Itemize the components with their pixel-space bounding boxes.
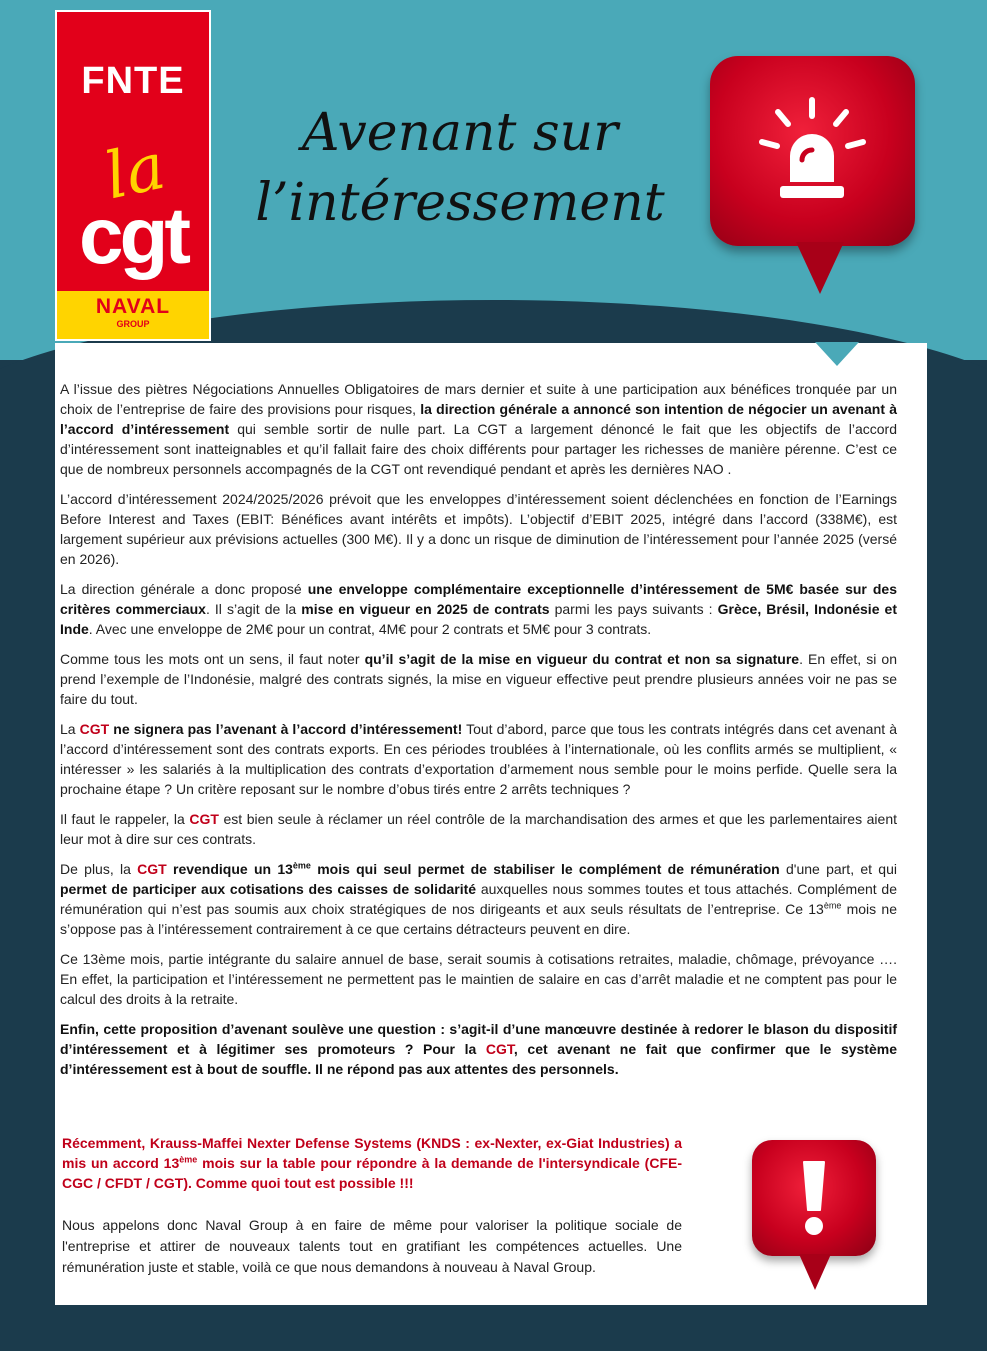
closing-paragraph: Nous appelons donc Naval Group à en faire de même pour valoriser la politique sociale de l'entreprise et attirer de nouveaux talents tout en gratifiant les compétences actuelles. Une rémunération juste et stable, voilà ce que nous demandons à nouveau à Naval Group. bbox=[62, 1217, 682, 1275]
paragraph-8: Ce 13ème mois, partie intégrante du salaire annuel de base, serait soumis à cotisations retraites, maladie, chômage, prévoyance …. En effet, la participation et l’intéressement ne permettent pas le maintien de salaire en cas d’arrêt maladie et ne comptent pas pour le calcul des droits à la retraite. bbox=[60, 951, 897, 1007]
bottom-section bbox=[62, 1133, 682, 1278]
article-content bbox=[60, 379, 897, 1089]
paragraph-6: Il faut le rappeler, la CGT est bien seule à réclamer un réel contrôle de la marchandisation des armes et que les parlementaires aient leur mot à dire sur ces contrats. bbox=[60, 811, 897, 847]
exclamation-icon bbox=[752, 1140, 876, 1256]
siren-glyph bbox=[750, 94, 875, 209]
logo-la: la bbox=[98, 129, 172, 215]
title-line-2: l’intéressement bbox=[255, 173, 665, 233]
logo-cgt: cgt bbox=[79, 191, 187, 280]
document-body bbox=[55, 343, 927, 1305]
title-line-1: Avenant sur bbox=[301, 103, 619, 163]
logo-fnte: FNTE bbox=[81, 60, 185, 102]
alarm-siren-icon bbox=[710, 56, 915, 246]
paragraph-9: Enfin, cette proposition d’avenant soulève une question : s’agit-il d’une manœuvre destinée à redorer le blason du dispositif d’intéressement et à légitimer ses promoteurs ? Pour la CGT, cet avenant ne fait que confirmer que le système d’intéressement est à bout de souffle. Il ne répond pas aux attentes des personnels. bbox=[60, 1021, 897, 1077]
knds-callout: Récemment, Krauss-Maffei Nexter Defense Systems (KNDS : ex-Nexter, ex-Giat Industries) a mis un accord 13ème mois sur la table pour répondre à la demande de l'intersyndicale (CFE-CGC / CFDT / CGT). Comme quoi tout est possible !!! bbox=[62, 1135, 682, 1191]
paragraph-5: La CGT ne signera pas l’avenant à l’accord d’intéressement! Tout d’abord, parce que tous les contrats intégrés dans cet avenant à l’accord d’intéressement sont des contrats exports. En ces périodes troublées à l’internationale, où les conflits armés se multiplient, « intéresser » les salariés à la multiplication des contrats d’exportation d’armement nous semble pour le moins perfide. Quelle sera la prochaine étape ? Un critère reposant sur le nombre d’obus tirés entre 2 arrêts techniques ? bbox=[60, 721, 897, 797]
exclamation-glyph bbox=[796, 1158, 832, 1238]
paragraph-4: Comme tous les mots ont un sens, il faut noter qu’il s’agit de la mise en vigueur du contrat et non sa signature. En effet, si on prend l’exemple de l’Indonésie, malgré des contrats signés, la mise en vigueur effective peut prendre plusieurs années voir ne pas se faire du tout. bbox=[60, 651, 897, 707]
page-title bbox=[230, 98, 690, 238]
cgt-naval-logo bbox=[55, 10, 211, 341]
paragraph-7: De plus, la CGT revendique un 13ème mois qui seul permet de stabiliser le complément de rémunération d'une part, et qui permet de participer aux cotisations des caisses de solidarité auxquelles nous sommes toutes et tous attachés. Complément de rémunération qui n’est pas soumis aux choix stratégiques de nos dirigeants et aux seuls résultats de l’entreprise. Ce 13ème mois ne s’oppose pas à l’intéressement contrairement à ce que certains détracteurs peuvent en dire. bbox=[60, 860, 897, 937]
paragraph-1: A l’issue des piètres Négociations Annuelles Obligatoires de mars dernier et suite à une participation aux bénéfices tronquée par un choix de l’entreprise de faire des provisions pour risques, la direction générale a annoncé son intention de négocier un avenant à l’accord d’intéressement qui semble sortir de nulle part. La CGT a largement dénoncé le fait que les objectifs de l’accord d’intéressement sont inatteignables et qu’il fallait faire des choix différents pour partager les richesses de manière pérenne. C’est ce que de nombreux personnels accompagnés de la CGT ont revendiqué pendant et après les dernières NAO . bbox=[60, 381, 898, 477]
logo-naval-group bbox=[57, 291, 209, 339]
logo-naval: NAVAL bbox=[95, 295, 171, 318]
logo-group: GROUP bbox=[116, 319, 150, 329]
paragraph-2: L’accord d’intéressement 2024/2025/2026 prévoit que les enveloppes d’intéressement soient déclenchées en fonction de l’Earnings Before Interest and Taxes (EBIT: Bénéfices avant intérêts et impôts). L’objectif d’EBIT 2025, intégré dans l’accord (338M€), est largement supérieur aux prévisions actuelles (300 M€). Il y a donc un risque de diminution de l’intéressement pour l’année 2025 (versé en 2026). bbox=[60, 491, 897, 567]
paragraph-3: La direction générale a donc proposé une enveloppe complémentaire exceptionnelle d’intéressement de 5M€ basée sur des critères commerciaux. Il s’agit de la mise en vigueur en 2025 de contrats parmi les pays suivants : Grèce, Brésil, Indonésie et Inde. Avec une enveloppe de 2M€ pour un contrat, 4M€ pour 2 contrats et 5M€ pour 3 contrats. bbox=[60, 581, 897, 637]
